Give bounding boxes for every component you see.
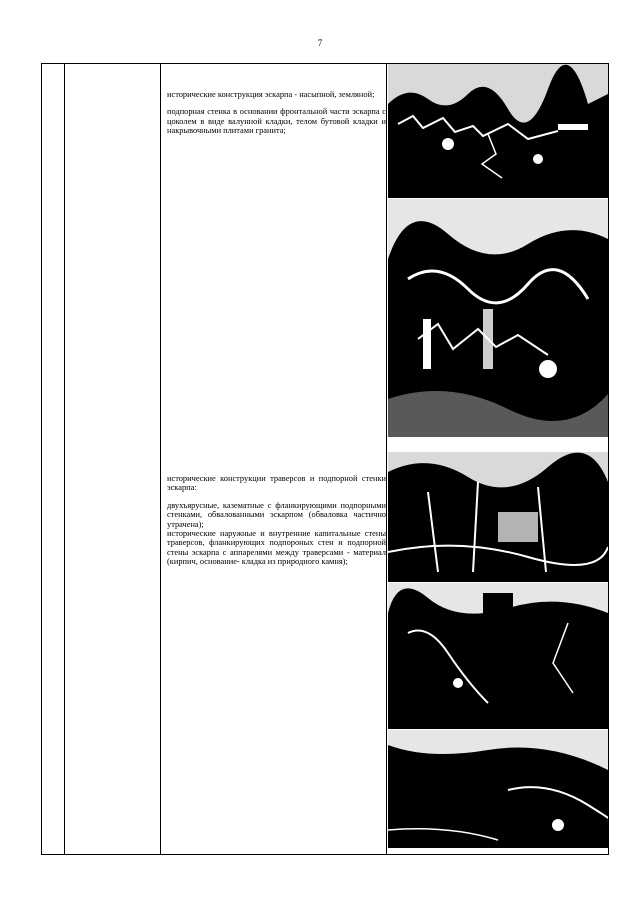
- escarp-photo-1: [388, 64, 608, 198]
- traverse-photo-3: [388, 730, 608, 848]
- column-divider: [64, 64, 65, 854]
- paragraph: подпорная стенка в основании фронтальной части эскарпа с цоколем в виде валунной кладки, телом бутовой кладки и накрывочными плитами гранита;: [167, 107, 386, 136]
- paragraph: исторические конструкции траверсов и подпорной стенки эскарпа:: [167, 474, 386, 493]
- section-2-text: [167, 474, 386, 567]
- page-number: 7: [317, 38, 323, 48]
- traverse-photo-2: [388, 583, 608, 729]
- traverse-photo-1: [388, 452, 608, 582]
- escarp-photo-2: [388, 199, 608, 437]
- paragraph: исторические наружные и внутренние капитальные стены траверсов, фланкирующих подпороных стен и подпорной стены эскарпа с аппарелями между траверсами - материал (кирпич, основание- кладка из природного камня);: [167, 529, 386, 567]
- paragraph: исторические конструкция эскарпа - насыпной, земляной;: [167, 90, 375, 99]
- section-1-text: [167, 90, 386, 144]
- column-divider: [386, 64, 387, 854]
- paragraph: двухъярусные, казематные с фланкирующими подпорными стенками, обвалованными эскарпом (обваловка частично утрачена);: [167, 500, 386, 529]
- column-divider: [160, 64, 161, 854]
